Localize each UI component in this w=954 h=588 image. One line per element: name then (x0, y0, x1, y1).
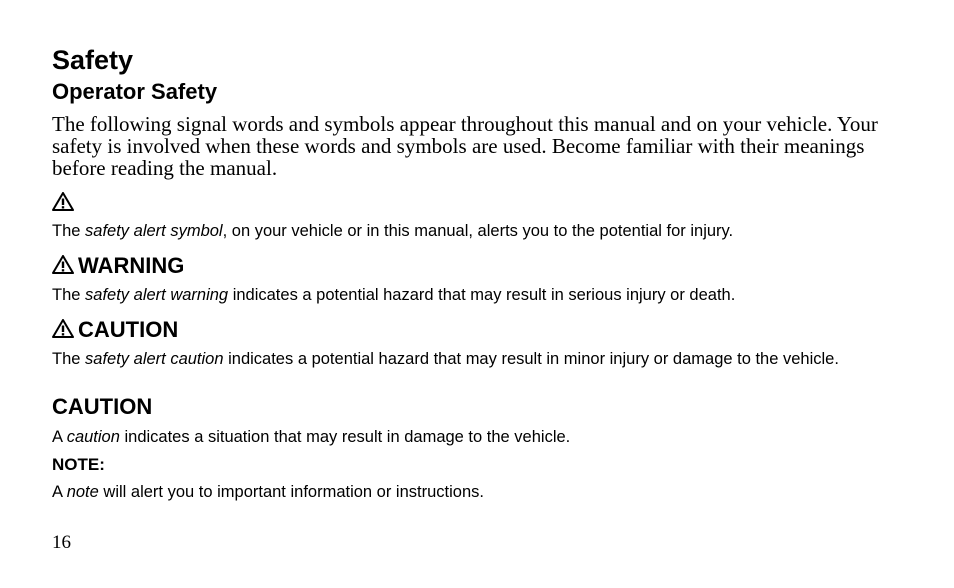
warning-description (52, 286, 892, 305)
note-description (52, 483, 892, 502)
caution-alert-label: CAUTION (78, 317, 179, 342)
warning-triangle-icon (52, 319, 74, 338)
intro-paragraph: The following signal words and symbols appear throughout this manual and on your vehicle. Your safety is involved when these words and symbols are used. Become familiar with their meanings before reading the manual. (52, 112, 878, 180)
caution-alert-heading (52, 317, 178, 343)
text-after: indicates a situation that may result in damage to the vehicle. (119, 428, 571, 446)
text-after: indicates a potential hazard that may result in serious injury or death. (228, 286, 736, 304)
term: safety alert symbol (85, 222, 223, 240)
text-before: The (52, 286, 86, 304)
caution-description (52, 428, 892, 447)
text-after: will alert you to important information or instructions. (98, 483, 484, 501)
symbol-description (52, 222, 892, 241)
warning-heading (52, 253, 184, 279)
text-after: indicates a potential hazard that may result in minor injury or damage to the vehicle. (223, 350, 839, 368)
text-before: A (52, 483, 67, 501)
warning-label: WARNING (78, 253, 185, 278)
note-heading: NOTE: (52, 455, 105, 474)
page-title: Safety (52, 45, 134, 75)
caution-heading: CAUTION (52, 394, 153, 419)
term: note (66, 483, 99, 501)
caution-alert-description (52, 350, 892, 369)
term: caution (66, 428, 120, 446)
text-before: A (52, 428, 67, 446)
term: safety alert warning (85, 286, 229, 304)
term: safety alert caution (85, 350, 224, 368)
page-number: 16 (52, 532, 71, 553)
section-heading: Operator Safety (52, 79, 218, 104)
warning-triangle-icon (52, 255, 74, 274)
safety-alert-symbol (52, 192, 74, 215)
text-before: The (52, 222, 86, 240)
text-before: The (52, 350, 86, 368)
warning-triangle-icon (52, 192, 74, 211)
text-after: , on your vehicle or in this manual, alerts you to the potential for injury. (222, 222, 734, 240)
